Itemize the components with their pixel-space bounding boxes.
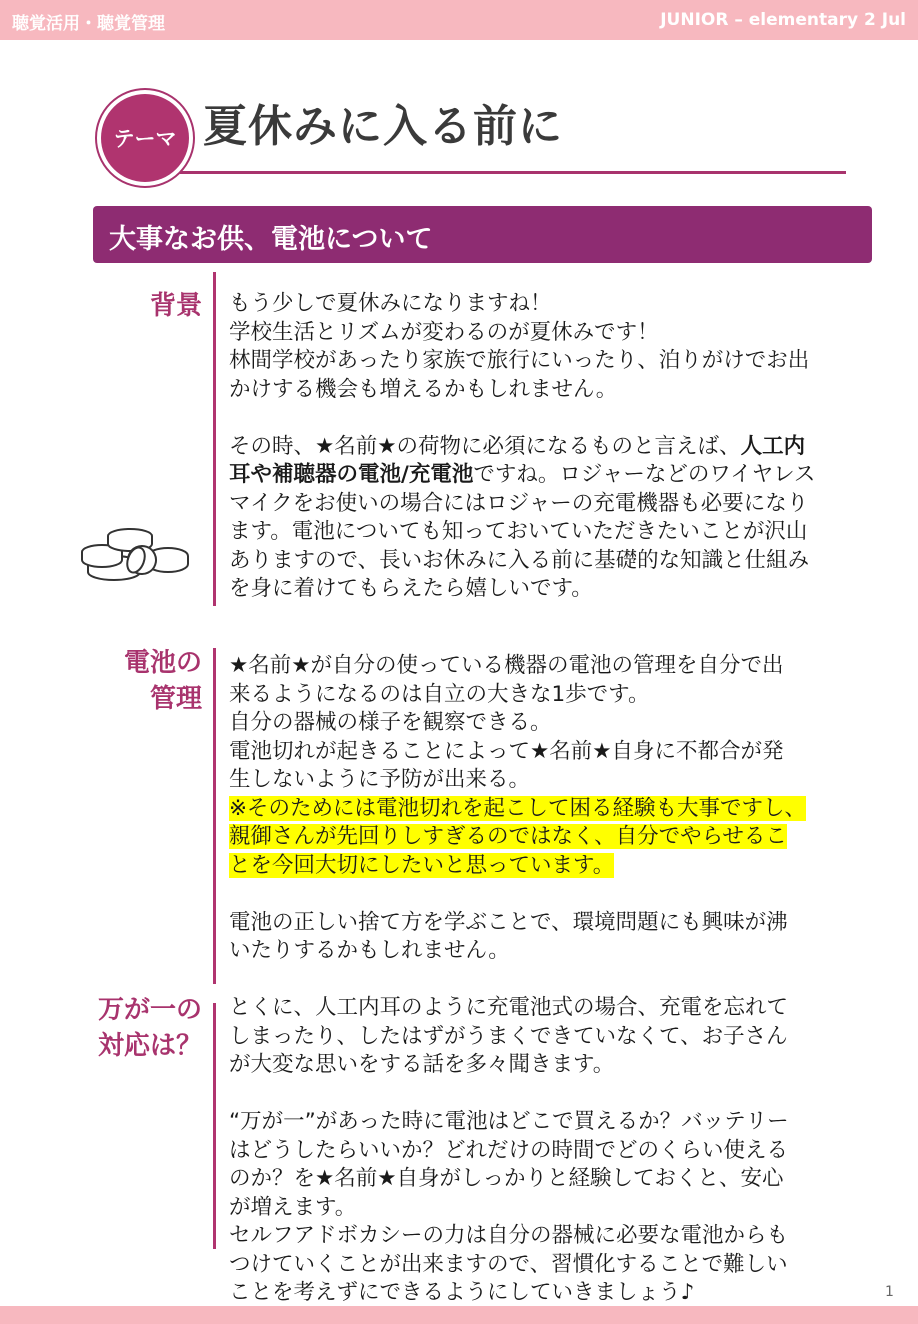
management-label-line1: 電池の [123,648,202,678]
text-line: 自分の器械の様子を観察できる。 [229,710,552,735]
bold-text: 耳や補聴器の電池/充電池 [229,462,474,487]
text-line: 学校生活とリズムが変わるのが夏休みです！ [229,319,659,345]
text-line: ★名前★が自分の使っている機器の電池の管理を自分で出 [229,653,784,678]
section-banner [93,206,872,263]
theme-badge-label: テーマ [101,94,189,182]
text-line: マイクをお使いの場合にはロジャーの充電機器も必要になり [229,490,809,516]
header-level: JUNIOR – elementary 2 Jul [660,10,906,30]
emergency-label [60,992,202,1064]
background-text [229,290,879,604]
text-line: 耳や補聴器の電池/充電池ですね。ロジャーなどのワイヤレス [229,462,816,487]
highlight-line: ※そのためには電池切れを起こして困る経験も大事ですし、 [229,795,807,821]
page-title: 夏休みに入る前に [203,101,563,152]
text-line: しまったり、したはずがうまくできていなくて、お子さん [229,1023,788,1049]
section-divider-management [213,648,216,984]
text-line: “万が一”があった時に電池はどこで買えるか？バッテリー [229,1109,789,1134]
management-label-line2: 管理 [149,684,202,714]
bold-text: 人工内 [740,433,806,459]
emergency-label-line2: 対応は？ [97,1031,202,1061]
text-line: が大変な思いをする話を多々聞きます。 [229,1052,615,1077]
text-line: その時、★名前★の荷物に必須になるものと言えば、人工内 [229,433,806,459]
section-divider-background [213,272,216,606]
text-line: 電池切れが起きることによって★名前★自身に不都合が発 [229,738,784,764]
section-divider-emergency [213,1003,216,1249]
text-line: ありますので、長いお休みに入る前に基礎的な知識と仕組み [229,547,810,573]
text-line: 林間学校があったり家族で旅行にいったり、泊りがけでお出 [229,348,810,373]
text-line: を身に着けてもらえたら嬉しいです。 [229,576,593,601]
text-line: いたりするかもしれません。 [229,938,510,963]
text-line: ことを考えずにできるようにしていきましょう♪ [229,1280,695,1305]
text-line: 電池の正しい捨て方を学ぶことで、環境問題にも興味が沸 [229,909,788,935]
title-underline [180,171,846,174]
page-number: 1 [885,1284,894,1300]
text-line: つけていくことが出来ますので、習慣化することで難しい [229,1251,788,1277]
background-label: 背景 [149,291,202,321]
text-line: 生しないように予防が出来る。 [229,767,531,792]
text-line: が増えます。 [229,1194,357,1220]
highlight-line: 親御さんが先回りしすぎるのではなく、自分でやらせるこ [229,824,787,849]
header-bar [0,0,918,40]
section-title: 大事なお供、電池について [109,224,433,255]
header-category: 聴覚活用・聴覚管理 [12,14,165,34]
highlight-line: とを今回大切にしたいと思っています。 [229,852,615,878]
emergency-label-line1: 万が一の [97,995,202,1025]
text-line: のか？を★名前★自身がしっかりと経験しておくと、安心 [229,1166,784,1191]
text-line: もう少しで夏休みになりますね！ [229,291,552,316]
text-line: セルフアドボカシーの力は自分の器械に必要な電池からも [229,1223,789,1248]
management-label [80,645,202,717]
footer-bar [0,1306,918,1324]
text-line: ます。電池についても知っておいていただきたいことが沢山 [229,519,808,544]
text-line: かけする機会も増えるかもしれません。 [229,376,618,402]
emergency-text [229,994,879,1308]
management-text [229,652,879,966]
text-line: 来るようになるのは自立の大きな1歩です。 [229,681,650,707]
text-line: とくに、人工内耳のように充電池式の場合、充電を忘れて [229,995,789,1020]
text-line: はどうしたらいいか？どれだけの時間でどのくらい使える [229,1137,789,1163]
battery-icon [72,522,192,584]
